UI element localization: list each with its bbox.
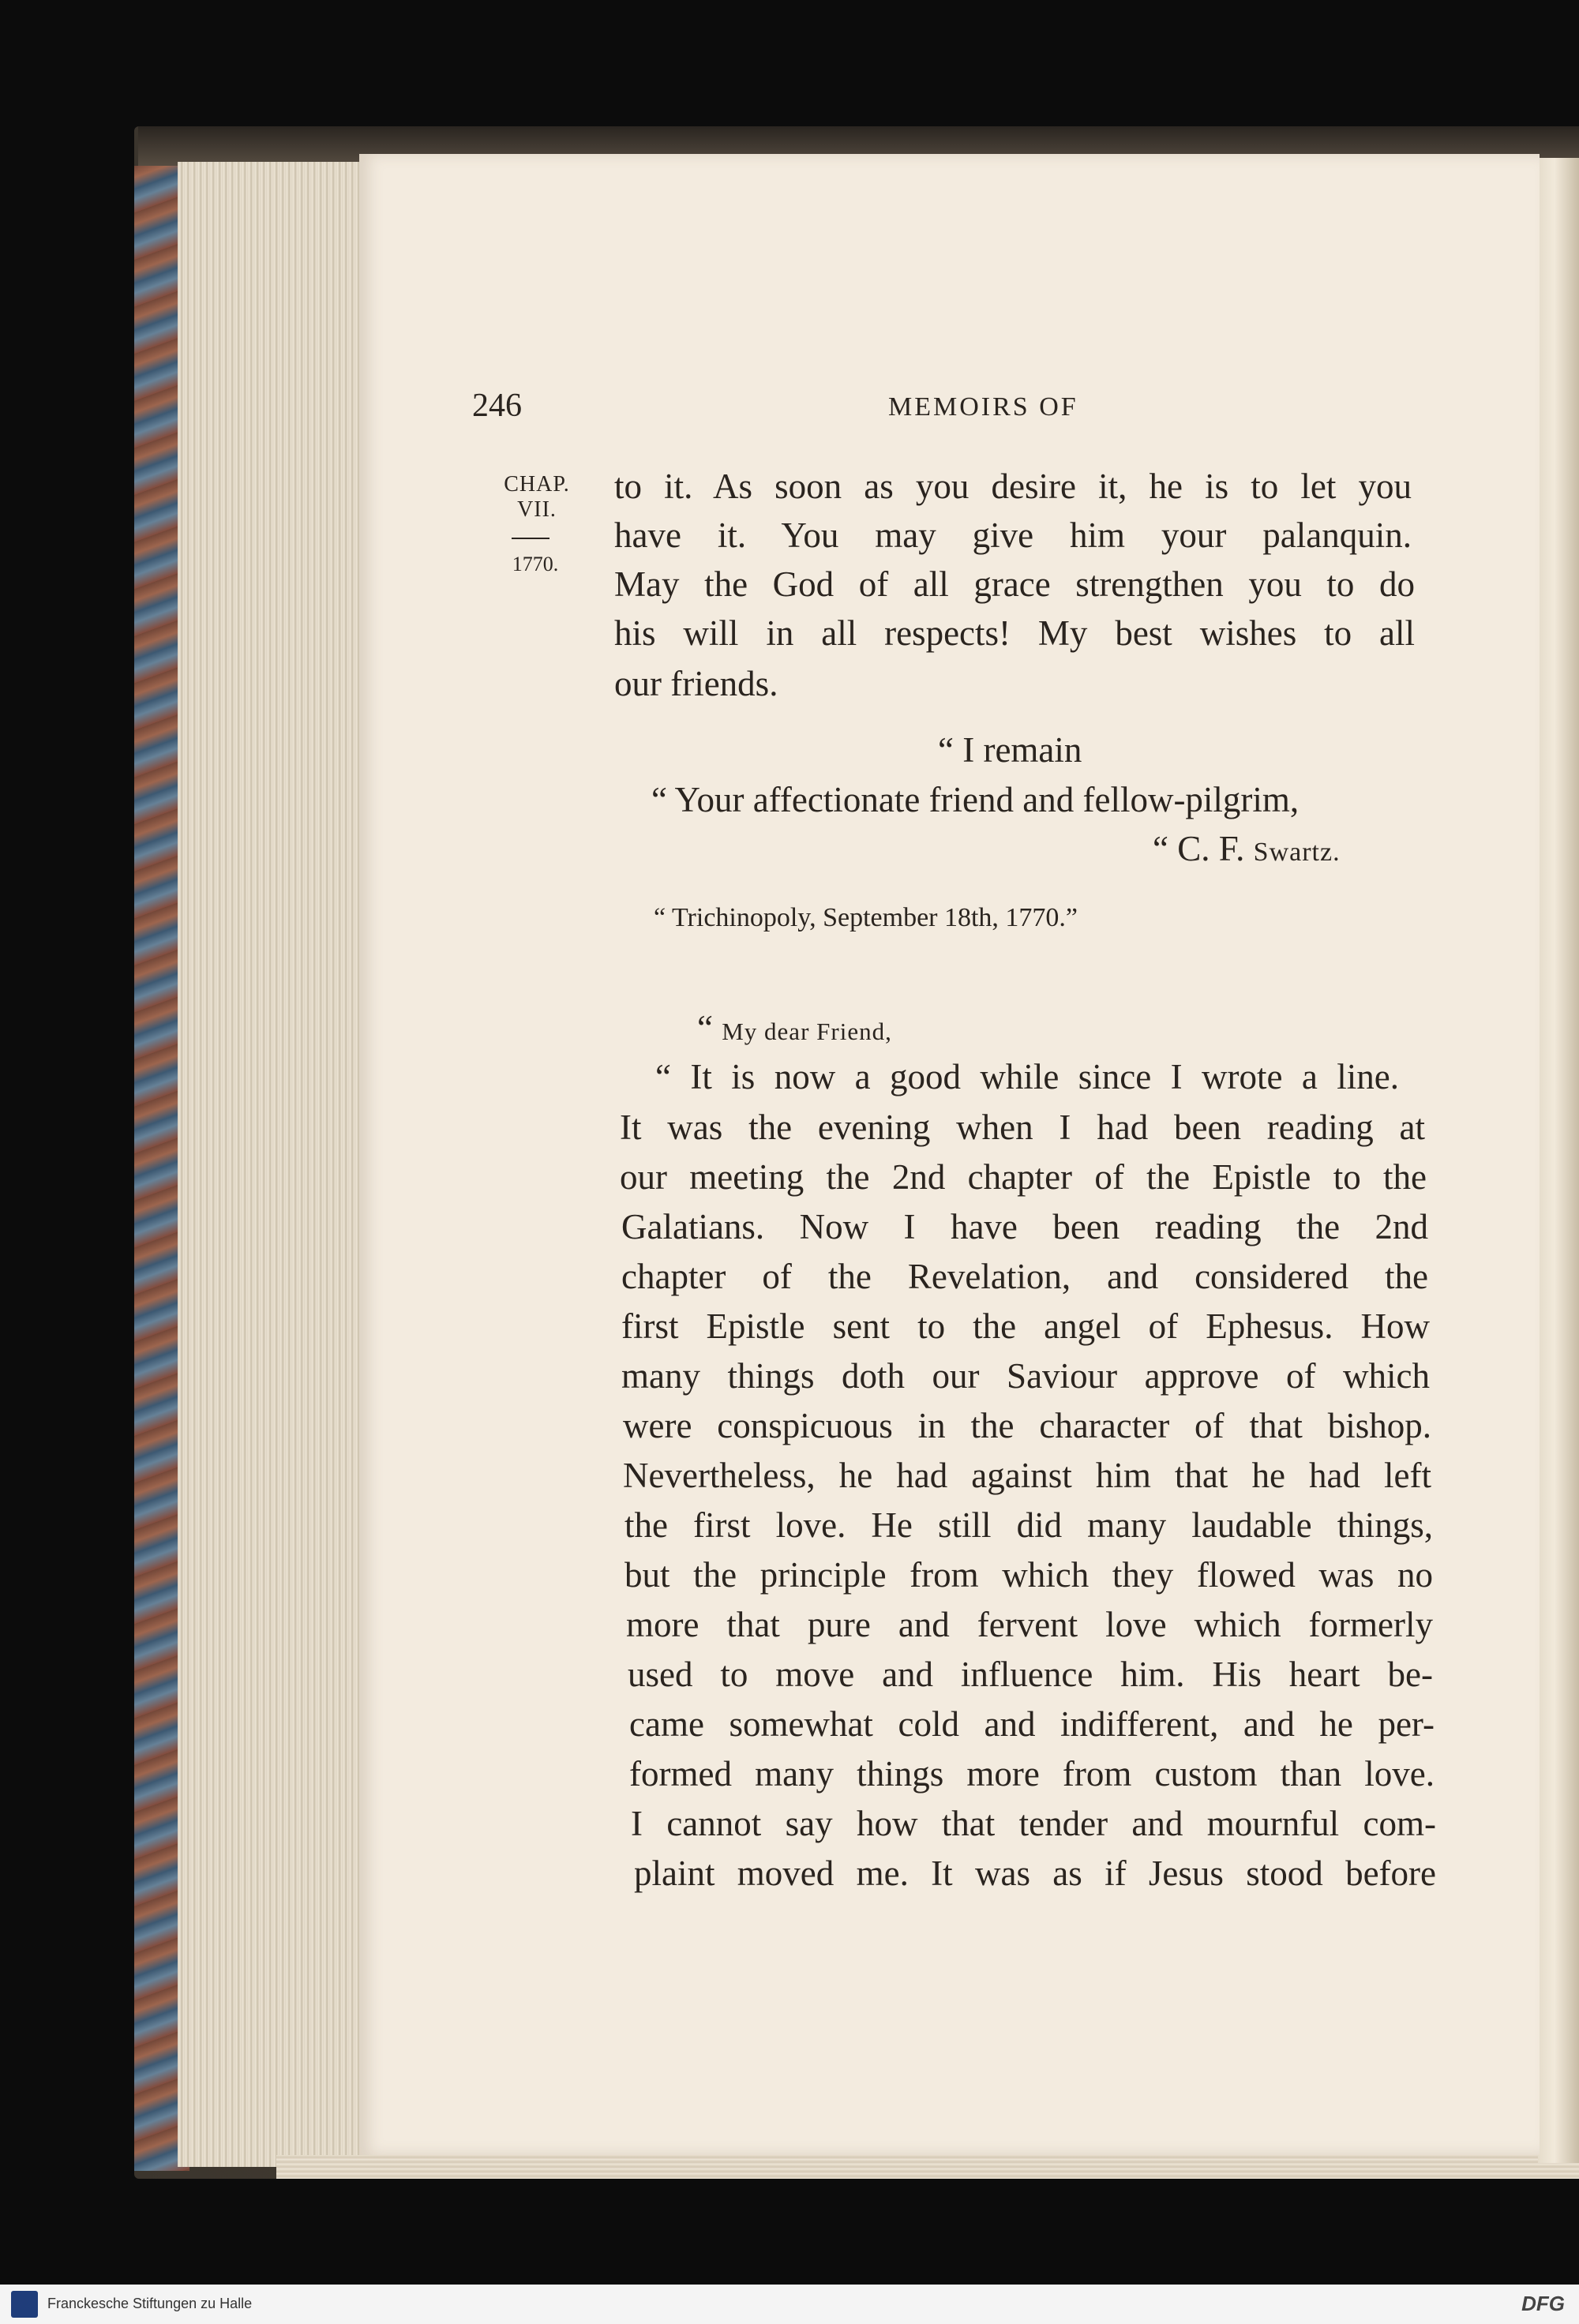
margin-chapter-numeral: VII. — [517, 497, 557, 522]
text-line: formed many things more from custom than love. — [629, 1754, 1435, 1794]
salutation-quote: “ — [697, 1008, 722, 1048]
signature-initials: “ C. F. — [1153, 829, 1254, 868]
text-line: plaint moved me. It was as if Jesus stood before — [634, 1854, 1436, 1893]
salutation-text: My dear Friend, — [722, 1018, 892, 1045]
letter-signature — [1153, 825, 1341, 876]
signature-name: Swartz. — [1253, 838, 1341, 867]
letter-closing: “ Your affectionate friend and fellow-pilgrim, — [651, 780, 1300, 819]
margin-chapter-note — [489, 472, 584, 523]
text-line: used to move and influence him. His heart be- — [628, 1655, 1433, 1694]
text-line: It was the evening when I had been reading at — [620, 1108, 1425, 1147]
text-line: were conspicuous in the character of that bishop. — [623, 1406, 1431, 1445]
dfg-logo: DFG — [1521, 2292, 1565, 2315]
institution-name: Franckesche Stiftungen zu Halle — [47, 2296, 253, 2311]
text-line: May the God of all grace strengthen you to do — [614, 564, 1415, 604]
text-line: first Epistle sent to the angel of Ephesus. How — [621, 1306, 1430, 1346]
text-line: his will in all respects! My best wishes to all — [614, 613, 1415, 653]
letter-closing: “ I remain — [938, 730, 1082, 770]
page-edges — [178, 162, 359, 2167]
letter-dateline: “ Trichinopoly, September 18th, 1770.” — [654, 903, 1078, 932]
text-line: I cannot say how that tender and mournful com- — [631, 1804, 1436, 1843]
margin-chapter-label: CHAP. — [504, 472, 570, 497]
running-title: MEMOIRS OF — [888, 392, 1078, 422]
text-line: chapter of the Revelation, and considered the — [621, 1257, 1428, 1296]
text-line: our friends. — [614, 664, 778, 703]
text-line: many things doth our Saviour approve of which — [621, 1356, 1430, 1396]
margin-year: 1770. — [512, 553, 559, 575]
text-line: “ It is now a good while since I wrote a line. — [655, 1057, 1399, 1096]
text-line: but the principle from which they flowed was no — [624, 1555, 1433, 1595]
viewer-footer — [0, 2285, 1579, 2324]
text-line: came somewhat cold and indifferent, and he per- — [629, 1704, 1435, 1744]
text-line: the first love. He still did many laudable things, — [624, 1505, 1433, 1545]
text-line: Galatians. Now I have been reading the 2nd — [621, 1207, 1428, 1246]
page-bottom-edge — [276, 2155, 1579, 2179]
page-number: 246 — [472, 388, 522, 424]
text-line: our meeting the 2nd chapter of the Epistle to the — [620, 1157, 1427, 1197]
institution-logo-icon — [11, 2291, 38, 2318]
facing-page-edge — [1538, 158, 1579, 2163]
margin-rule — [512, 538, 549, 539]
text-line: have it. You may give him your palanquin. — [614, 515, 1412, 555]
text-line: to it. As soon as you desire it, he is to let you — [614, 467, 1412, 506]
text-line: Nevertheless, he had against him that he had left — [623, 1456, 1431, 1495]
text-line: more that pure and fervent love which formerly — [626, 1605, 1433, 1644]
letter-salutation — [697, 1004, 892, 1055]
